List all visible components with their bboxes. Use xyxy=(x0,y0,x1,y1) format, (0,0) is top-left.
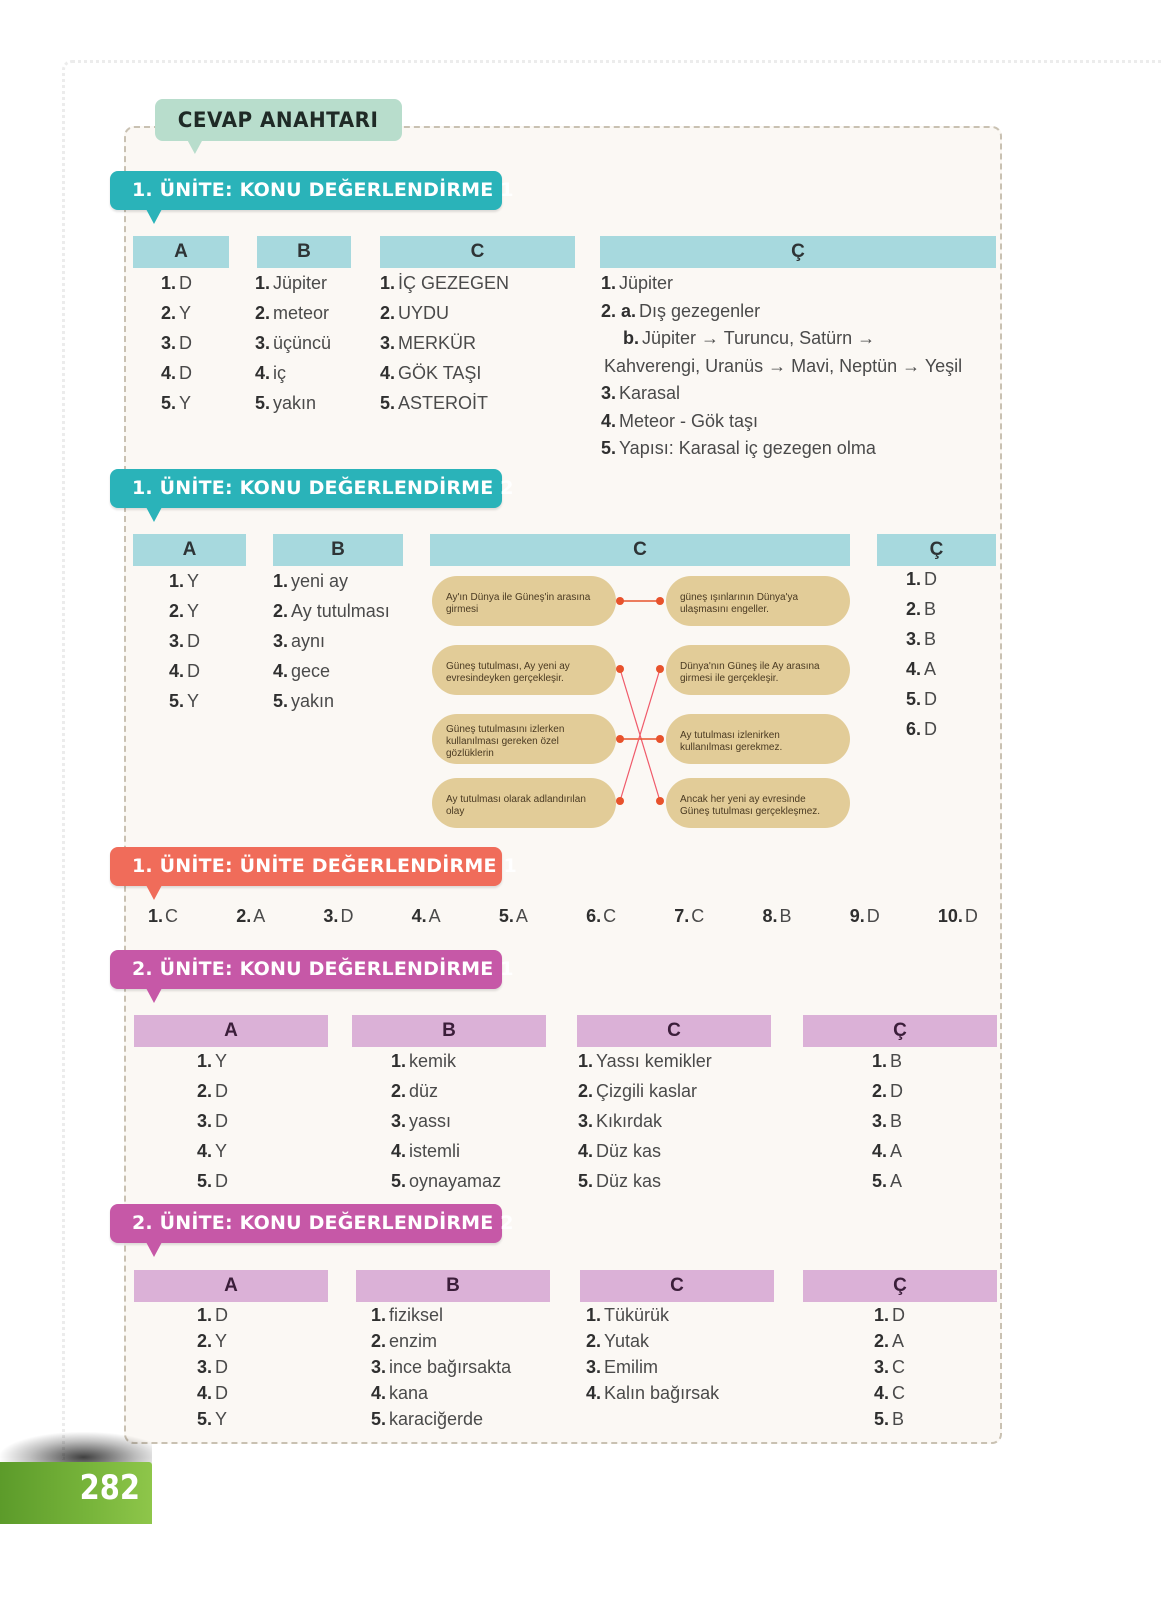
answer-item: 2. meteor xyxy=(255,303,330,323)
answer-list-c xyxy=(586,1302,719,1406)
answer-item: 4. D xyxy=(161,363,193,383)
answer-item: 3. C xyxy=(874,1357,906,1377)
page-title: CEVAP ANAHTARI xyxy=(155,99,402,141)
match-right-2: Dünya'nın Güneş ile Ay arasına girmesi ile gerçekleşir. xyxy=(666,645,850,695)
answer-list-a xyxy=(161,268,192,418)
answer-row xyxy=(148,906,978,927)
answer-list-cc xyxy=(874,1302,905,1432)
answer-item: b. Jüpiter → Turuncu, Satürn → xyxy=(623,328,876,348)
answer-item: 5. Yapısı: Karasal iç gezegen olma xyxy=(601,438,876,458)
answer-item: 3. D xyxy=(323,906,354,926)
answer-item: 2. B xyxy=(906,599,937,619)
answer-item: 4. A xyxy=(906,659,937,679)
answer-list-b xyxy=(273,566,390,716)
answer-list-b xyxy=(255,268,331,418)
match-left-4: Ay tutulması olarak adlandırılan olay xyxy=(432,778,616,828)
answer-item: 5. yakın xyxy=(273,691,335,711)
connector-dot xyxy=(616,797,624,805)
answer-item: 5. D xyxy=(197,1171,229,1191)
section-banner-unit2-topic1: 2. ÜNİTE: KONU DEĞERLENDİRME 1 xyxy=(110,950,502,989)
answer-item: 1. Y xyxy=(197,1051,228,1071)
match-left-3: Güneş tutulmasını izlerken kullanılması gereken özel gözlüklerin xyxy=(432,714,616,764)
answer-item: 1. yeni ay xyxy=(273,571,349,591)
section-banner-unit2-topic2: 2. ÜNİTE: KONU DEĞERLENDİRME 2 xyxy=(110,1204,502,1243)
answer-item: 1. Yassı kemikler xyxy=(578,1051,712,1071)
answer-item: 3. yassı xyxy=(391,1111,452,1131)
answer-item: 2. Çizgili kaslar xyxy=(578,1081,698,1101)
answer-item: 2. a. Dış gezegenler xyxy=(601,300,761,321)
answer-item: 5. D xyxy=(906,689,938,709)
connector-dot xyxy=(616,597,624,605)
match-left-2: Güneş tutulması, Ay yeni ay evresindeyken gerçekleşir. xyxy=(432,645,616,695)
column-header-b: B xyxy=(356,1270,550,1302)
answer-item: 4. iç xyxy=(255,363,287,383)
answer-list-b xyxy=(371,1302,511,1432)
answer-list-cc xyxy=(601,270,962,463)
answer-list-a xyxy=(197,1302,228,1432)
answer-item: 2. D xyxy=(197,1081,229,1101)
answer-list-a xyxy=(197,1046,228,1196)
answer-item: 4. Düz kas xyxy=(578,1141,662,1161)
answer-item: 2. Ay tutulması xyxy=(273,601,390,621)
answer-item: 3. ince bağırsakta xyxy=(371,1357,512,1377)
answer-item: 4. D xyxy=(197,1383,229,1403)
match-right-3: Ay tutulması izlenirken kullanılması gerekmez. xyxy=(666,714,850,764)
column-header-cc: Ç xyxy=(803,1015,997,1047)
column-header-b: B xyxy=(273,534,403,566)
answer-item: 10. D xyxy=(937,906,978,926)
answer-item: 1. fiziksel xyxy=(371,1305,444,1325)
column-header-c: C xyxy=(430,534,850,566)
answer-item: 1. D xyxy=(906,569,938,589)
answer-item: 2. düz xyxy=(391,1081,439,1101)
answer-item: 1. Y xyxy=(169,571,200,591)
answer-item: 4. Meteor - Gök taşı xyxy=(601,410,759,431)
answer-item: 7. C xyxy=(674,906,705,926)
answer-item: 5. B xyxy=(874,1409,905,1429)
answer-item: 4. A xyxy=(411,906,441,926)
answer-item: 8. B xyxy=(762,906,792,926)
answer-item: 1. kemik xyxy=(391,1051,457,1071)
answer-item: 5. A xyxy=(872,1171,903,1191)
connector-dot xyxy=(656,665,664,673)
column-header-c: C xyxy=(380,236,575,268)
answer-item: 5. ASTEROİT xyxy=(380,393,489,413)
match-connector-lines xyxy=(610,590,670,810)
answer-item: 1. Jüpiter xyxy=(601,273,674,293)
answer-item: 4. gece xyxy=(273,661,331,681)
answer-item: 2. A xyxy=(874,1331,905,1351)
answer-list-cc xyxy=(872,1046,903,1196)
answer-item: 5. Düz kas xyxy=(578,1171,662,1191)
connector-dot xyxy=(616,665,624,673)
answer-item: 5. oynayamaz xyxy=(391,1171,502,1191)
connector-dot xyxy=(616,735,624,743)
answer-item: 5. Y xyxy=(197,1409,228,1429)
answer-item: Kahverengi, Uranüs → Mavi, Neptün → Yeşil xyxy=(604,355,963,376)
column-header-a: A xyxy=(133,534,246,566)
answer-item: 5. Y xyxy=(161,393,192,413)
answer-item: 1. D xyxy=(161,273,193,293)
column-header-b: B xyxy=(257,236,351,268)
answer-list-b xyxy=(391,1046,501,1196)
answer-item: 5. Y xyxy=(169,691,200,711)
answer-item: 4. D xyxy=(169,661,201,681)
column-header-b: B xyxy=(352,1015,546,1047)
answer-item: 3. üçüncü xyxy=(255,333,332,353)
section-banner-unit1-topic2: 1. ÜNİTE: KONU DEĞERLENDİRME 2 xyxy=(110,469,502,508)
answer-item: 2. Y xyxy=(197,1331,228,1351)
answer-item: 4. C xyxy=(874,1383,906,1403)
answer-item: 3. D xyxy=(197,1111,229,1131)
page-number-tab xyxy=(0,1462,152,1524)
answer-list-a xyxy=(169,566,200,716)
answer-item: 3. Kıkırdak xyxy=(578,1111,663,1131)
answer-item: 2. D xyxy=(872,1081,904,1101)
answer-item: 6. D xyxy=(906,719,938,739)
answer-item: 5. karaciğerde xyxy=(371,1409,484,1429)
column-header-a: A xyxy=(134,1015,328,1047)
answer-item: 4. Y xyxy=(197,1141,228,1161)
answer-item: 2. Y xyxy=(169,601,200,621)
answer-item: 3. D xyxy=(161,333,193,353)
answer-item: 4. GÖK TAŞI xyxy=(380,363,482,383)
answer-item: 3. B xyxy=(872,1111,903,1131)
column-header-a: A xyxy=(134,1270,328,1302)
column-header-a: A xyxy=(133,236,229,268)
match-right-4: Ancak her yeni ay evresinde Güneş tutulması gerçekleşmez. xyxy=(666,778,850,828)
match-left-1: Ay'ın Dünya ile Güneş'in arasına girmesi xyxy=(432,576,616,626)
column-header-cc: Ç xyxy=(877,534,996,566)
answer-item: 4. Kalın bağırsak xyxy=(586,1383,720,1403)
column-header-c: C xyxy=(577,1015,771,1047)
answer-item: 1. B xyxy=(872,1051,903,1071)
answer-item: 1. Tükürük xyxy=(586,1305,670,1325)
answer-item: 1. Jüpiter xyxy=(255,273,328,293)
answer-item: 3. Emilim xyxy=(586,1357,659,1377)
answer-list-c xyxy=(380,268,509,418)
page-number: 282 xyxy=(79,1468,140,1508)
answer-item: 4. A xyxy=(872,1141,903,1161)
column-header-c: C xyxy=(580,1270,774,1302)
answer-item: 3. MERKÜR xyxy=(380,333,477,353)
answer-item: 3. Karasal xyxy=(601,383,681,403)
answer-item: 2. Yutak xyxy=(586,1331,650,1351)
answer-item: 1. D xyxy=(874,1305,906,1325)
answer-item: 1. İÇ GEZEGEN xyxy=(380,273,510,293)
answer-item: 5. yakın xyxy=(255,393,317,413)
answer-item: 3. D xyxy=(169,631,201,651)
answer-item: 3. B xyxy=(906,629,937,649)
connector-dot xyxy=(656,797,664,805)
column-header-cc: Ç xyxy=(803,1270,997,1302)
answer-item: 2. A xyxy=(236,906,266,926)
answer-item: 3. aynı xyxy=(273,631,326,651)
answer-item: 4. istemli xyxy=(391,1141,461,1161)
section-banner-unit1-unit-eval: 1. ÜNİTE: ÜNİTE DEĞERLENDİRME 1 xyxy=(110,847,502,886)
connector-dot xyxy=(656,597,664,605)
answer-item: 4. kana xyxy=(371,1383,429,1403)
answer-item: 1. D xyxy=(197,1305,229,1325)
answer-list-cc xyxy=(906,564,937,744)
answer-item: 3. D xyxy=(197,1357,229,1377)
connector-dot xyxy=(656,735,664,743)
section-banner-unit1-topic1: 1. ÜNİTE: KONU DEĞERLENDİRME 1 xyxy=(110,171,502,210)
answer-list-c xyxy=(578,1046,712,1196)
answer-item: 2. UYDU xyxy=(380,303,450,323)
answer-item: 2. enzim xyxy=(371,1331,438,1351)
column-header-cc: Ç xyxy=(600,236,996,268)
answer-item: 5. A xyxy=(498,906,528,926)
answer-item: 2. Y xyxy=(161,303,192,323)
answer-item: 1. C xyxy=(148,906,179,926)
match-right-1: güneş ışınlarının Dünya'ya ulaşmasını engeller. xyxy=(666,576,850,626)
answer-item: 9. D xyxy=(849,906,880,926)
answer-item: 6. C xyxy=(586,906,617,926)
